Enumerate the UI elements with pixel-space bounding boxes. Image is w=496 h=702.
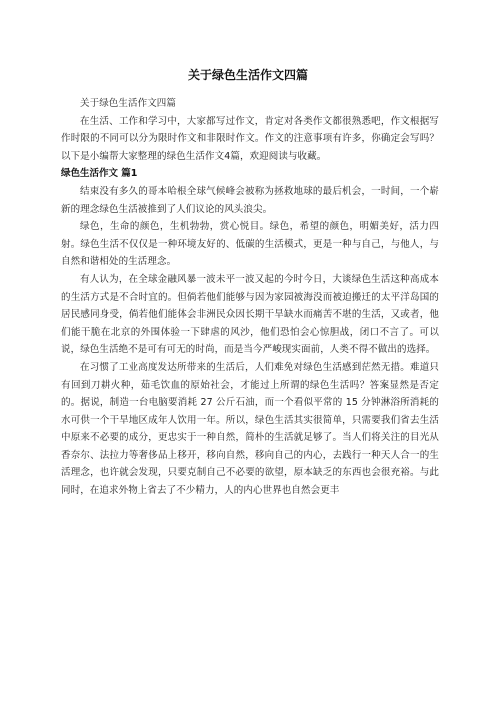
document-body xyxy=(61,95,439,500)
body-paragraph-4: 在习惯了工业高度发达所带来的生活后，人们难免对绿色生活感到茫然无措。难道只有回到刀耕火种，茹毛饮血的原始社会，才能过上所谓的绿色生活吗？答案显然是否定的。据说，制造一台电脑要消耗 27 公斤石油，而一个看似平常的 15 分钟淋浴所消耗的水可供一个干旱地区成年人饮用一年。所以，绿色生活其实很简单，只需要我们省去生活中原来不必要的成分，更忠实于一种自然，简朴的生活就足够了。当人们将关注的目光从香奈尔、法拉力等奢侈品上移开，移向自然，移向自己的内心，去践行一种天人合一的生活理念，也许就会发现，只要克制自己不必要的欲望，原本缺乏的东西也会很充裕。与此同时，在追求外物上省去了不少精力，人的内心世界也自然会更丰 xyxy=(61,361,439,497)
intro-subtitle: 关于绿色生活作文四篇 xyxy=(80,98,177,109)
body-paragraph-3: 有人认为，在全球金融风暴一波未平一波又起的今时今日，大谈绿色生活这种高成本的生活方式是不合时宜的。但倘若他们能够与因为家园被海没而被迫搬迁的太平洋岛国的居民感同身受，倘若他们能体会非洲民众因长期干旱缺水而痛苦不堪的生活，又或者，他们能干脆在北京的外围体验一下肆虐的风沙，他们恐怕会心惊胆战，闭口不言了。可以说，绿色生活绝不是可有可无的时尚，而是当今严峻现实面前，人类不得不做出的选择。 xyxy=(61,273,439,356)
intro-paragraph: 在生活、工作和学习中，大家都写过作文，肯定对各类作文都很熟悉吧，作文根据写作时限的不同可以分为限时作文和非限时作文。作文的注意事项有许多，你确定会写吗？以下是小编帮大家整理的绿色生活作文4篇，欢迎阅读与收藏。 xyxy=(61,115,439,162)
body-paragraph-2: 绿色，生命的颜色，生机勃勃，赏心悦目。绿色，希望的颜色，明媚美好，活力四射。绿色生活不仅仅是一种环境友好的、低碳的生活模式，更是一种与自己，与他人，与自然和谐相处的生活理念。 xyxy=(61,221,439,268)
document-title: 关于绿色生活作文四篇 xyxy=(187,68,308,82)
body-paragraph-1: 结束没有多久的哥本哈根全球气候峰会被称为拯救地球的最后机会，一时间，一个崭新的理念绿色生活被推到了人们议论的风头浪尖。 xyxy=(61,185,439,215)
section-heading: 绿色生活作文 篇1 xyxy=(61,168,138,180)
